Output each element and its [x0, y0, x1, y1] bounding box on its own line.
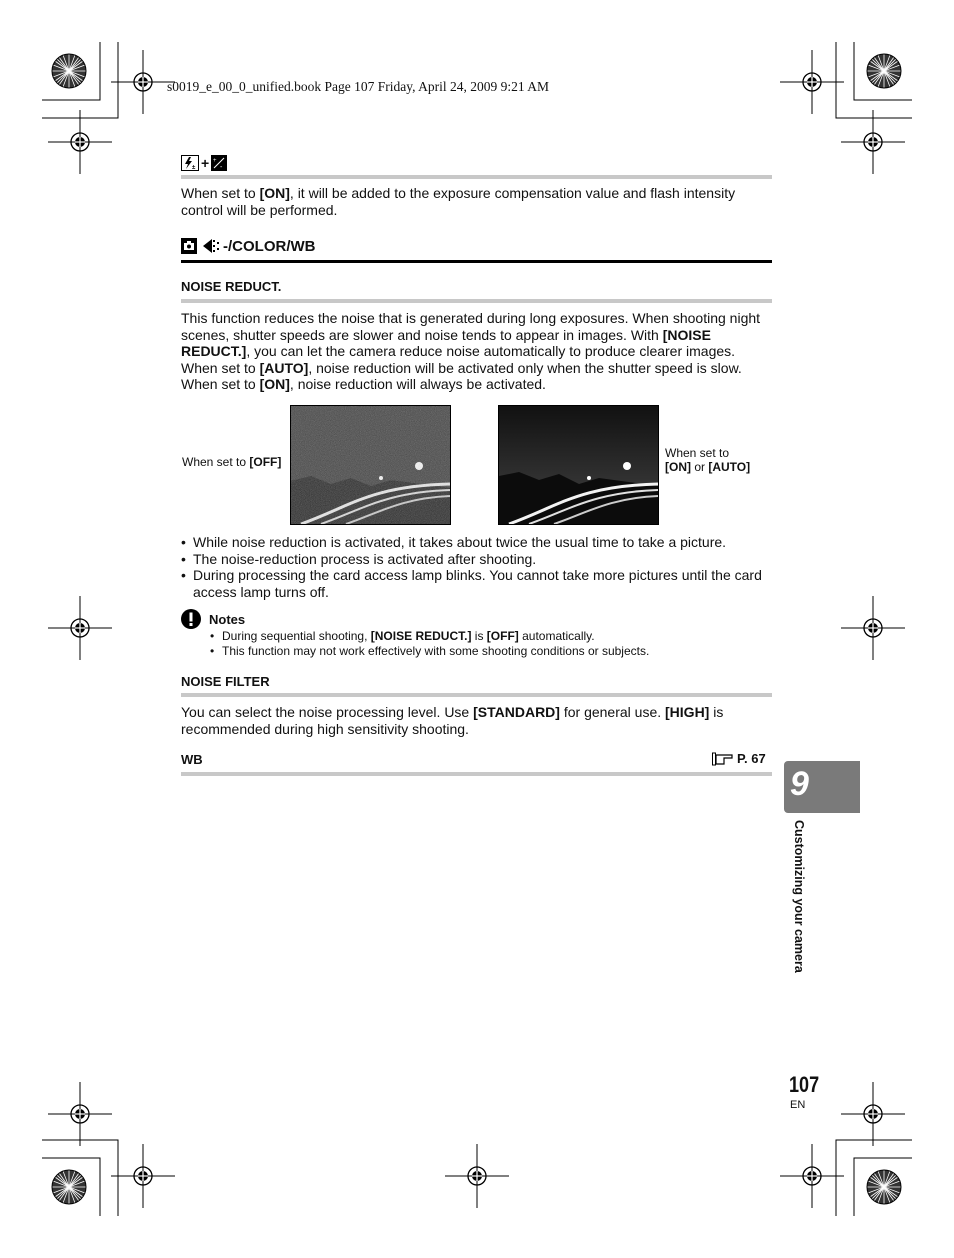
exposure-icon: [211, 155, 227, 171]
list-item: • During sequential shooting, [NOISE REDUCT.] is [OFF] automatically.: [210, 629, 772, 644]
caption-off: When set to [OFF]: [182, 455, 282, 469]
book-info-line: s0019_e_00_0_unified.book Page 107 Friday, April 24, 2009 9:21 AM: [167, 79, 549, 94]
list-item: • During processing the card access lamp blinks. You cannot take more pictures until the card access lamp turns off.: [181, 567, 772, 600]
chapter-vertical-label: Customizing your camera: [792, 820, 806, 973]
camera-mode-icon: [181, 238, 197, 254]
language-code: EN: [790, 1099, 806, 1111]
photo-noise-on: [498, 405, 659, 525]
chapter-tab: 9: [784, 761, 860, 813]
color-wb-heading: [181, 236, 315, 256]
section-rule: [181, 175, 772, 179]
notes-exclamation-icon: [181, 609, 201, 629]
noise-filter-rule: [181, 693, 772, 697]
svg-text:-: -: [220, 164, 223, 171]
list-item: • While noise reduction is activated, it takes about twice the usual time to take a picture.: [181, 534, 772, 551]
list-item: • The noise-reduction process is activated after shooting.: [181, 551, 772, 568]
notes-title: Notes: [209, 611, 246, 627]
noise-reduct-rule: [181, 299, 772, 303]
wb-title: WB: [181, 752, 203, 767]
caption-on-auto: When set to [ON] or [AUTO]: [665, 446, 751, 474]
section1-text: When set to [ON], it will be added to the exposure compensation value and flash intensity control will be performed.: [181, 185, 736, 218]
page-reference-icon: [712, 752, 734, 766]
flash-icon: [181, 155, 199, 171]
noise-reduct-title: NOISE REDUCT.: [181, 279, 282, 294]
photo-noise-off: [290, 405, 451, 525]
svg-text:+: +: [213, 158, 217, 164]
sharpness-icon: [202, 238, 222, 254]
flash-exposure-heading: ± + + -: [181, 154, 227, 172]
noise-reduct-bullets: [181, 534, 772, 600]
wb-page-ref: P. 67: [712, 751, 766, 766]
noise-filter-text: You can select the noise processing level. Use [STANDARD] for general use. [HIGH] is recommended during high sensitivity shooting.: [181, 704, 724, 737]
wb-rule: [181, 772, 772, 776]
page-number: 107: [789, 1072, 820, 1097]
list-item: • This function may not work effectively with some shooting conditions or subjects.: [210, 644, 772, 659]
noise-reduct-text: This function reduces the noise that is generated during long exposures. When shooting night scenes, shutter speeds are slower and noise tends to appear in images. With [NOISE REDUCT.], you can let the camera reduce noise automatically to produce clearer images. When set to [AUTO], noise reduction will be activated only when the shutter speed is slow. When set to [ON], noise reduction will always be activated.: [181, 310, 761, 393]
section-rule-black: [181, 260, 772, 263]
notes-block: [181, 609, 772, 659]
svg-text:±: ±: [192, 165, 196, 171]
notes-list: [210, 629, 772, 659]
noise-filter-title: NOISE FILTER: [181, 674, 270, 689]
color-wb-title: -/COLOR/WB: [223, 237, 316, 255]
